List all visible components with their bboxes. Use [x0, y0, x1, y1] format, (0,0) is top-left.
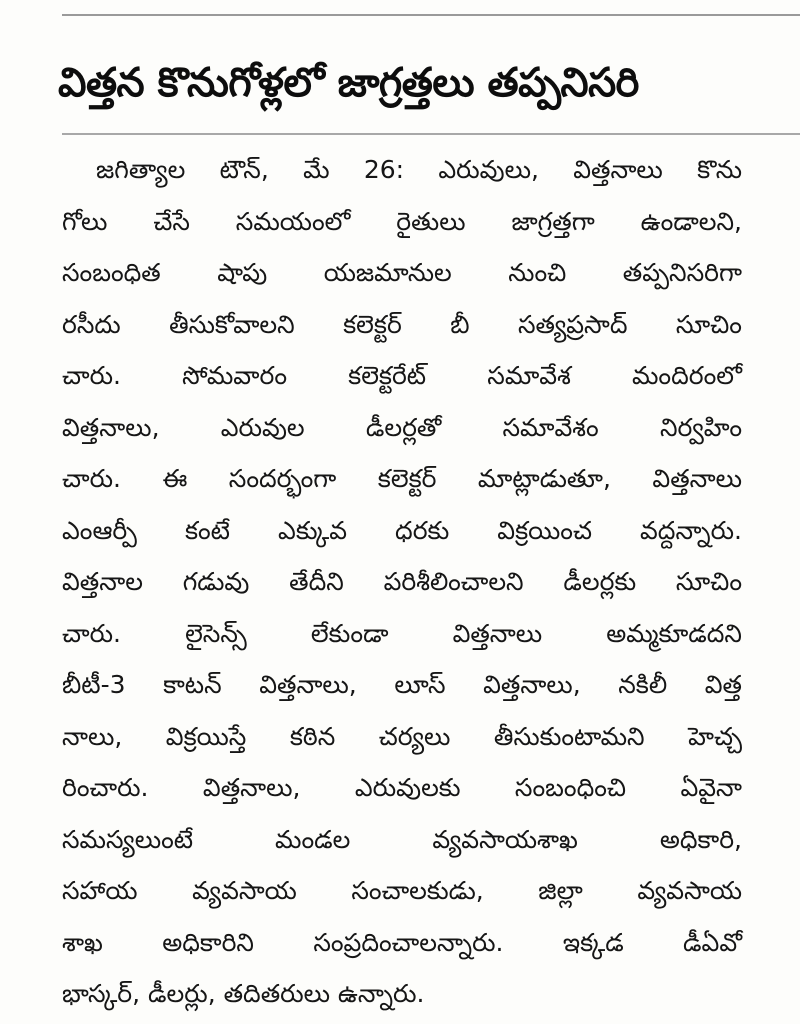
article-line: గోలు చేసే సమయంలో రైతులు జాగ్రత్తగా ఉండాలని,	[62, 206, 742, 236]
article-line: నాలు, విక్రయిస్తే కఠిన చర్యలు తీసుకుంటామని హెచ్చ	[62, 721, 742, 751]
article-line: బీటీ-3 కాటన్ విత్తనాలు, లూస్ విత్తనాలు, నకిలీ విత్త	[62, 670, 742, 699]
article-line: చారు. ఈ సందర్భంగా కలెక్టర్ మాట్లాడుతూ, విత్తనాలు	[62, 464, 742, 493]
article-line: రించారు. విత్తనాలు, ఎరువులకు సంబంధించి ఏవైనా	[62, 773, 742, 802]
article-line: సహాయ వ్యవసాయ సంచాలకుడు, జిల్లా వ్యవసాయ	[62, 876, 742, 905]
article-line: సంబంధిత షాపు యజమానుల నుంచి తప్పనిసరిగా	[62, 258, 742, 287]
article-line: శాఖ అధికారిని సంప్రదించాలన్నారు. ఇక్కడ డీఏవో	[62, 927, 742, 957]
article-line: విత్తనాలు, ఎరువుల డీలర్లతో సమావేశం నిర్వహిం	[62, 412, 742, 442]
article-line: సమస్యలుంటే మండల వ్యవసాయశాఖ అధికారి,	[62, 824, 742, 854]
top-divider	[62, 14, 800, 16]
article-line: చారు. సోమవారం కలెక్టరేట్ సమావేశ మందిరంలో	[62, 361, 742, 390]
article-line: ఎంఆర్పీ కంటే ఎక్కువ ధరకు విక్రయించ వద్దన్నారు.	[62, 515, 742, 545]
article-headline: విత్తన కొనుగోళ్లలో జాగ్రత్తలు తప్పనిసరి	[58, 60, 639, 106]
article-body	[62, 144, 742, 1020]
article-line: విత్తనాల గడువు తేదీని పరిశీలించాలని డీలర్లకు సూచిం	[62, 567, 742, 596]
article-line: చారు. లైసెన్స్ లేకుండా విత్తనాలు అమ్మకూడదని	[62, 618, 742, 648]
article-line: జగిత్యాల టౌన్, మే 26: ఎరువులు, విత్తనాలు కొను	[96, 155, 742, 184]
article-line: రసీదు తీసుకోవాలని కలెక్టర్ బీ సత్యప్రసాద్ సూచిం	[62, 309, 742, 339]
headline-divider	[62, 133, 800, 135]
article-line: భాస్కర్, డీలర్లు, తదితరులు ఉన్నారు.	[62, 979, 425, 1008]
